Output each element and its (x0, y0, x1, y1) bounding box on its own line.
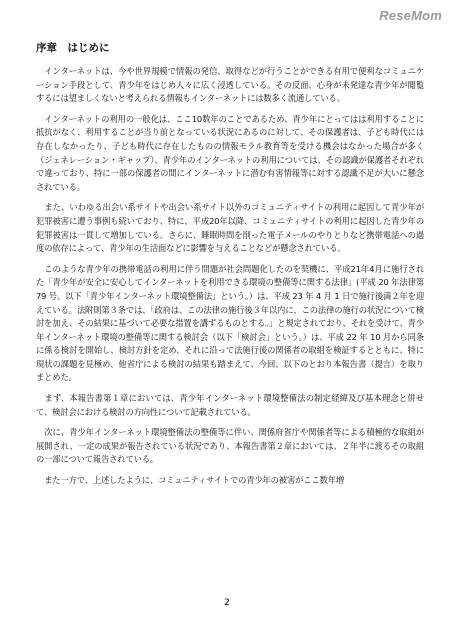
chapter-heading: 序章 はじめに (36, 42, 110, 54)
paragraph-5: まず、本報告書第１章においては、青少年インターネット環境整備法の制定経緯及び基本理念と併せて、検討会における検討の方向性について記載されている。 (36, 393, 424, 417)
paragraph-3: また、いわゆる出会い系サイトや出会い系サイト以外のコミュニティサイトの利用に起因して青少年が犯罪被害に遭う事例も続いており、特に、平成20年以降、コミュニティサイトの利用に起因した青少年の犯罪被害は一貫して増加している。さらに、睡眠時間を削った電子メールのやりとりなど携帯電話への過度の依存によって、青少年の生活面などに影響を与えることなどが懸念されている。 (36, 202, 424, 254)
paragraph-2: インターネットの利用の一般化は、ここ10数年のことであるため、青少年にとってはは利用することに抵抗がなく、利用することが当り前となっている状況にあるのに対して、その保護者は、子ども時代には存在しなかったり、子ども時代に存在したものの情報モラル教育等を受ける機会はなかった場合が多く（ジェネレーション・ギャップ）、青少年のインターネットの利用については、その認識が保護者それぞれで違っており、特に一部の保護者の間にインターネットに潜む有害情報等に対する認識不足が大いに懸念されている。 (36, 113, 424, 192)
document-page (36, 40, 424, 495)
paragraph-1: インターネットは、今や世界規模で情報の発信、取得などが行うことができる有用で便利なコミュニケーション手段として、青少年をはじめ人々に広く浸透している。その反面、心身が未発達な青少年が閲覧するには望ましくないと考えられる情報もインターネットには数多く流通している。 (36, 66, 424, 104)
resemom-watermark: ReseMom (379, 8, 442, 23)
paragraph-4: このような青少年の携帯電話の利用に伴う問題が社会問題化したのを契機に、平成21年4月に施行された「青少年が安全に安心してインターネットを利用できる環境の整備等に関する法律」(平成 20 年法律第 79 号。以下「青少年インターネット環境整備法」という。）は、平成 23 年 4 月 1 日で施行後満２年を迎えている。法附則第３条では、「政府は、この法律の施行後３年以内に、この法律の施行の状況について検討を加え、その結果に基づいて必要な措置を講ずるものとする。」と規定されており、それを受けて、青少年インターネット環境の整備等に関する検討会（以下「検討会」という。）は、平成 22 年 10 月から同条に係る検討を開始し、検討方針を定め、それに沿って法施行後の関係者の取組を検証するとともに、特に現状の課題を見極め、他省庁による検討の結果も踏まえて、今回、以下のとおり本報告書（提言）を取りまとめた。 (36, 263, 424, 383)
paragraph-6: 次に、青少年インターネット環境整備法の整備等に伴い、関係府省庁や関係者等による積極的な取組が展開され、一定の成果が報告されている状況であり、本報告書第２章においては、２年半に渡るその取組の一部について報告されている。 (36, 427, 424, 465)
paragraph-7: また一方で、上述したように、コミュニティサイトでの青少年の被害がここ数年増 (36, 475, 345, 486)
page-number: 2 (224, 598, 230, 608)
